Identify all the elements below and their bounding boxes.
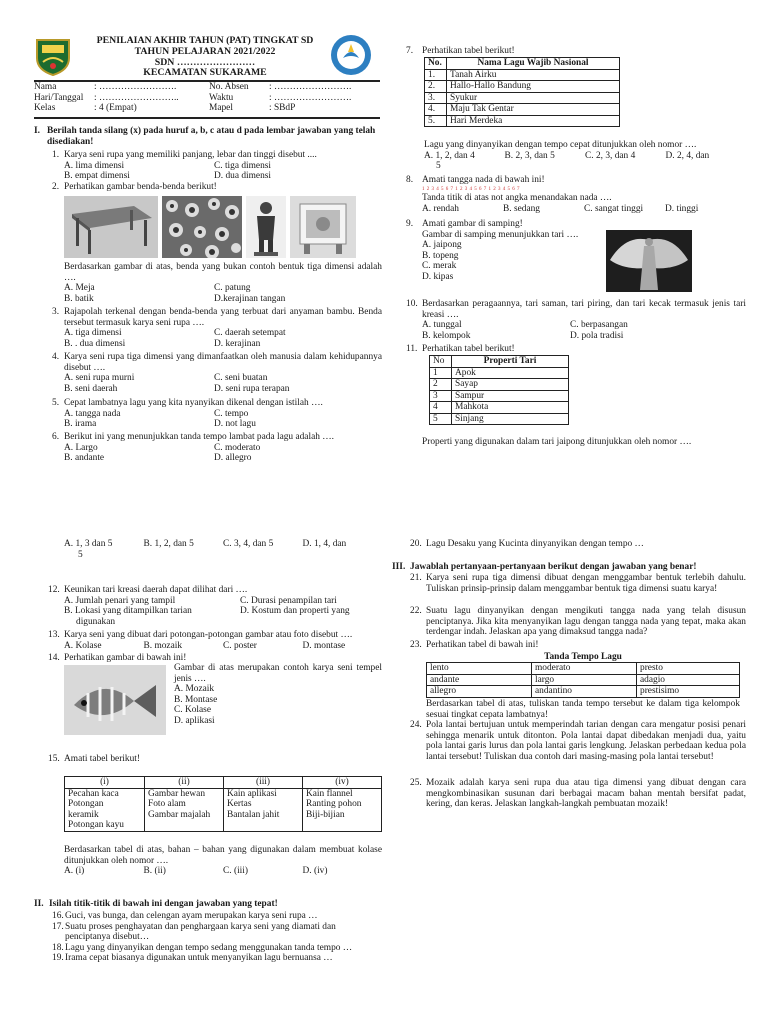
option-d[interactable]: D. 2, 4, dan xyxy=(665,150,710,161)
table-row: Pecahan kaca Potongan keramik Potongan kayu Gambar hewan Foto alam Gambar majalah Kain aplikasi Kertas Bantalan jahit Kain flannel Ranting pohon Biji-bijian xyxy=(65,788,382,831)
question-8: 8. Amati tangga nada di bawah ini! 1 2 3 4 5 6 7 1 2 3 4 5 6 7 1 2 3 4 5 6 7 Tanda titik di atas not angka menandakan nada …. A. rendah B. sedang C. sangat tinggi D. tinggi xyxy=(406,175,746,214)
option-d[interactable]: D. allegro xyxy=(214,453,252,464)
option-d[interactable]: D. montase xyxy=(302,640,346,651)
option-c[interactable]: C. Durasi penampilan tari xyxy=(240,595,337,606)
option-d-cont: 5 xyxy=(78,549,83,560)
dancer-photo xyxy=(606,230,692,292)
tempo-table xyxy=(426,662,740,698)
option-d[interactable]: D. aplikasi xyxy=(174,715,215,726)
question-24: 24. Pola lantai bertujuan untuk memperindah tarian dengan cara mengatur posisi penari sehingga menarik untuk ditonton. Pola lantai dapat dibedakan menjadi dua, yaitu pola lantai garis lurus dan pola lantai garis lengkung. Jelaskan perbedaan kedua pola lantai tersebut! Tuliskan dua contoh dari masing-masing pola lantai tersebut! xyxy=(410,720,746,762)
dance-property-table: No Properti Tari 1 Apok 2 Sayap 3 Sampur 4 Mahkota 5 Sinjang xyxy=(429,355,569,425)
option-c[interactable]: C. poster xyxy=(223,640,257,651)
option-b[interactable]: B. . dua dimensi xyxy=(64,338,126,349)
note-scale: 1 2 3 4 5 6 7 1 2 3 4 5 6 7 1 2 3 4 5 6 7 xyxy=(422,186,520,192)
option-b[interactable]: B. kelompok xyxy=(422,330,471,341)
time-field[interactable]: : ……………………. xyxy=(269,92,352,103)
question-10: 10. Berdasarkan peragaannya, tari saman, tari piring, dan tari kecak termasuk jenis tari kreasi …. A. tunggal C. berpasangan B. kelompok D. pola tradisi xyxy=(406,299,746,341)
date-field[interactable]: : …………………….. xyxy=(94,92,179,103)
option-d[interactable]: D.kerajinan tangan xyxy=(214,293,286,304)
option-c[interactable]: C. 2, 3, dan 4 xyxy=(585,150,636,161)
option-d[interactable]: D. kipas xyxy=(422,271,454,282)
list-item: 18. Lagu yang dinyanyikan dengan tempo sedang menggunakan tanda tempo … xyxy=(52,942,353,953)
option-b[interactable]: B. Lokasi yang ditampilkan tarian xyxy=(64,606,192,617)
subject-label: Mapel xyxy=(209,103,233,114)
absen-field[interactable]: : ……………………. xyxy=(269,82,352,92)
option-a[interactable]: A. jaipong xyxy=(422,240,462,251)
option-a[interactable]: A. rendah xyxy=(422,203,459,214)
class-value: : 4 (Empat) xyxy=(94,103,137,114)
option-d[interactable]: D. Kostum dan properti yang xyxy=(240,606,350,617)
question-7-body: Lagu yang dinyanyikan dengan tempo cepat ditunjukkan oleh nomor …. A. 1, 2, dan 4 B. 2, 3, dan 5 C. 2, 3, dan 4 D. 2, 4, dan 5 xyxy=(424,140,746,172)
option-b[interactable]: B. seni daerah xyxy=(64,383,118,394)
option-b[interactable]: B. Montase xyxy=(174,694,218,705)
question-13: 13. Karya seni yang dibuat dari potongan-potongan gambar atau foto disebut …. A. Kolase B. mozaik C. poster D. montase xyxy=(48,630,382,651)
option-b[interactable]: B. batik xyxy=(64,293,94,304)
section-2-heading: II. Isilah titik-titik di bawah ini dengan jawaban yang tepat! xyxy=(34,899,278,909)
option-d[interactable]: D. not lagu xyxy=(214,419,256,430)
question-25: 25. Mozaik adalah karya seni rupa dua atau tiga dimensi yang dibuat dengan cara mengkombinasikan susunan dari berbagai macam bahan mentah bersifat padat, kering, dan keras. Jelaskan langkah-langkah pembuatan mozaik! xyxy=(410,778,746,810)
question-5: 5. Cepat lambatnya lagu yang kita nyanyikan dikenal dengan istilah …. A. tangga nada C. tempo B. irama D. not lagu xyxy=(52,398,323,430)
option-b[interactable]: B. (ii) xyxy=(143,866,166,877)
time-label: Waktu xyxy=(209,92,234,103)
option-a[interactable]: A. Kolase xyxy=(64,640,102,651)
question-4: 4. Karya seni rupa tiga dimensi yang dimanfaatkan oleh manusia dalam kehidupannya disebut …. A. seni rupa murni C. seni buatan B. seni daerah D. seni rupa terapan xyxy=(52,352,382,394)
question-11: 11. Perhatikan tabel berikut! xyxy=(406,344,515,354)
identity-divider xyxy=(34,117,380,119)
question-2-body: Berdasarkan gambar di atas, benda yang bukan contoh bentuk tiga dimensi adalah …. A. Meja C. patung B. batik D.kerajinan tangan xyxy=(64,262,382,304)
option-c[interactable]: C. sangat tinggi xyxy=(584,203,644,214)
option-d[interactable]: D. kerajinan xyxy=(214,338,261,349)
table-row: allegro andantino prestisimo xyxy=(427,686,740,698)
table-row: lento moderato presto xyxy=(427,663,740,675)
option-b[interactable]: B. mozaik xyxy=(143,640,183,651)
question-23-body: Berdasarkan tabel di atas, tuliskan tanda tempo tersebut ke dalam tiga kelompok sesuai tingkat cepata lambatnya! xyxy=(426,699,740,720)
option-c[interactable]: C. berpasangan xyxy=(570,320,628,331)
table-row: andante largo adagio xyxy=(427,674,740,686)
option-a[interactable]: A. tunggal xyxy=(422,320,462,331)
question-11-body: Properti yang digunakan dalam tari jaipong ditunjukkan oleh nomor …. xyxy=(422,437,692,447)
section-3-heading: III. Jawablah pertanyaan-pertanyaan berikut dengan jawaban yang benar! xyxy=(392,562,697,572)
name-field[interactable]: : ……………………. xyxy=(94,82,177,92)
table-row: 2. Hallo-Hallo Bandung xyxy=(425,81,620,93)
table-row: 4 Mahkota xyxy=(430,402,569,414)
tempo-table-title: Tanda Tempo Lagu xyxy=(544,652,622,662)
material-table: (i) (ii) (iii) (iv) Pecahan kaca Potongan keramik Potongan kayu Gambar hewan Foto alam Gambar majalah Kain aplikasi Kertas Bantalan jahit Kain flannel Ranting pohon Biji-bijian xyxy=(64,776,382,832)
table-row: 1 Apok xyxy=(430,367,569,379)
option-c[interactable]: C. patung xyxy=(214,283,251,294)
section-1-heading: I. Berilah tanda silang (x) pada huruf a, b, c atau d pada lembar jawaban yang telah disediakan! xyxy=(34,126,376,147)
option-c[interactable]: C. seni buatan xyxy=(214,373,268,384)
name-label: Nama xyxy=(34,82,57,92)
craft-photo xyxy=(290,196,356,258)
question-1: 1. Karya seni rupa yang memiliki panjang, lebar dan tinggi disebut .... A. lima dimensi C. tiga dimensi B. empat dimensi D. dua dimensi xyxy=(52,150,317,182)
table-row: 5. Hari Merdeka xyxy=(425,115,620,127)
option-d[interactable]: D. dua dimensi xyxy=(214,171,272,182)
option-c[interactable]: C. tiga dimensi xyxy=(214,160,272,171)
table-row: 5 Sinjang xyxy=(430,413,569,425)
question-15: 15. Amati tabel berikut! xyxy=(48,754,141,764)
header-year: TAHUN PELAJARAN 2021/2022 xyxy=(134,45,276,57)
option-a[interactable]: A. Largo xyxy=(64,442,98,453)
option-d[interactable]: D. tinggi xyxy=(665,203,699,214)
song-table: No. Nama Lagu Wajib Nasional 1. Tanah Airku 2. Hallo-Hallo Bandung 3. Syukur 4. Maju Tak Gentar 5. Hari Merdeka xyxy=(424,57,620,127)
left-logo xyxy=(34,36,72,76)
option-b[interactable]: B. irama xyxy=(64,419,97,430)
table-photo xyxy=(64,196,158,258)
question-15-body: Berdasarkan tabel di atas, bahan – bahan yang digunakan dalam membuat kolase ditunjukkan oleh nomor …. A. (i) B. (ii) C. (iii) D. (iv) xyxy=(64,845,382,877)
option-d[interactable]: D. pola tradisi xyxy=(570,330,624,341)
batik-photo xyxy=(162,196,242,258)
question-21: 21. Karya seni rupa tiga dimensi dibuat dengan menggambar bentuk terlebih dahulu. Tuliskan prinsip-prinsip dalam menggambar bentuk tiga dimensi suatu karya! xyxy=(410,573,746,594)
question-2: 2. Perhatikan gambar benda-benda berikut! xyxy=(52,182,217,192)
option-c[interactable]: C. tempo xyxy=(214,408,249,419)
right-logo xyxy=(330,34,372,76)
option-b[interactable]: B. sedang xyxy=(503,203,540,214)
absen-label: No. Absen xyxy=(209,82,249,92)
header-title: PENILAIAN AKHIR TAHUN (PAT) TINGKAT SD xyxy=(96,35,314,46)
table-row: 4. Maju Tak Gentar xyxy=(425,104,620,116)
fill-in-item-20: 20. Lagu Desaku yang Kucinta dinyanyikan dengan tempo … xyxy=(410,539,644,549)
fish-collage xyxy=(64,665,166,735)
question-14-body: Gambar di atas merupakan contoh karya seni tempel jenis …. A. Mozaik B. Montase C. Kolase D. aplikasi xyxy=(174,663,382,726)
option-b[interactable]: B. empat dimensi xyxy=(64,171,130,182)
option-b[interactable]: B. andante xyxy=(64,453,105,464)
class-label: Kelas xyxy=(34,103,56,114)
table-row: 1. Tanah Airku xyxy=(425,69,620,81)
option-b[interactable]: B. 2, 3, dan 5 xyxy=(504,150,555,161)
option-a[interactable]: A. Mozaik xyxy=(174,684,215,695)
option-a[interactable]: A. Jumlah penari yang tampil xyxy=(64,595,176,606)
option-a[interactable]: A. tiga dimensi xyxy=(64,328,122,339)
option-c[interactable]: C. moderato xyxy=(214,442,261,453)
option-b-cont: digunakan xyxy=(76,616,116,627)
option-a[interactable]: A. lima dimensi xyxy=(64,160,125,171)
option-d[interactable]: D. 1, 4, dan xyxy=(302,539,347,549)
list-item: 17. Suatu proses penghayatan dan penghargaan karya seni yang diamati dan penciptanya disebut… xyxy=(52,921,336,943)
option-a[interactable]: A. Meja xyxy=(64,283,95,294)
option-d[interactable]: D. seni rupa terapan xyxy=(214,383,290,394)
table-row: 2 Sayap xyxy=(430,379,569,391)
option-c[interactable]: C. 3, 4, dan 5 xyxy=(223,539,274,549)
statue-photo xyxy=(246,196,286,258)
identity-block xyxy=(34,82,384,114)
question-22: 22. Suatu lagu dinyanyikan dengan mengikuti tangga nada yang telah disusun penciptanya. Jika kita menyanyikan lagu dengan tangga nada yang tepat, maka akan terdengar indah. Jelaskan apa yang dimaksud tangga nada? xyxy=(410,606,746,638)
question-6: 6. Berikut ini yang menunjukkan tanda tempo lambat pada lagu adalah …. A. Largo C. moderato B. andante D. allegro xyxy=(52,432,334,464)
option-c[interactable]: C. Kolase xyxy=(174,705,211,716)
table-row: 3. Syukur xyxy=(425,92,620,104)
question-9: 9. Amati gambar di samping! Gambar di samping menunjukkan tari …. A. jaipong B. topeng C. merak D. kipas xyxy=(406,219,606,282)
header-school: SDN …………………… xyxy=(154,56,256,68)
option-a[interactable]: A. 1, 2, dan 4 xyxy=(424,150,475,161)
header-district: KECAMATAN SUKARAME xyxy=(143,67,267,79)
option-c[interactable]: C. merak xyxy=(422,261,457,272)
question-7: 7. Perhatikan tabel berikut! xyxy=(406,46,515,56)
option-a[interactable]: A. seni rupa murni xyxy=(64,373,135,384)
option-a[interactable]: A. 1, 3 dan 5 xyxy=(64,539,113,549)
exam-header xyxy=(85,36,325,79)
fill-in-list xyxy=(52,911,382,964)
question-23: 23. Perhatikan tabel di bawah ini! xyxy=(410,640,539,650)
question-14: 14. Perhatikan gambar di bawah ini! xyxy=(48,653,187,663)
question-11-options xyxy=(64,539,382,560)
tut-wuri-handayani-icon xyxy=(330,34,372,76)
subject-value: : SBdP xyxy=(269,103,296,114)
regional-crest-icon xyxy=(34,36,72,76)
option-d-cont: 5 xyxy=(436,161,441,172)
option-c[interactable]: C. (iii) xyxy=(223,866,248,877)
list-item: 16. Guci, vas bunga, dan celengan ayam merupakan karya seni rupa … xyxy=(52,911,318,921)
option-a[interactable]: A. tangga nada xyxy=(64,408,121,419)
date-label: Hari/Tanggal xyxy=(34,92,84,103)
question-3: 3. Rajapolah terkenal dengan benda-benda yang terbuat dari anyaman bambu. Benda tersebut termasuk karya seni rupa …. A. tiga dimensi C. daerah setempat B. . dua dimensi D. kerajinan xyxy=(52,307,382,349)
option-b[interactable]: B. topeng xyxy=(422,250,459,261)
list-item: 19. Irama cepat biasanya digunakan untuk menyanyikan lagu bernuansa … xyxy=(52,953,333,964)
question-12: 12. Keunikan tari kreasi daerah dapat dilihat dari …. A. Jumlah penari yang tampil C. Durasi penampilan tari B. Lokasi yang ditampilkan tarian D. Kostum dan properti yang digunakan xyxy=(48,585,382,627)
option-c[interactable]: C. daerah setempat xyxy=(214,328,286,339)
option-a[interactable]: A. (i) xyxy=(64,866,85,877)
option-d[interactable]: D. (iv) xyxy=(302,866,328,877)
table-row: 3 Sampur xyxy=(430,390,569,402)
option-b[interactable]: B. 1, 2, dan 5 xyxy=(143,539,194,549)
